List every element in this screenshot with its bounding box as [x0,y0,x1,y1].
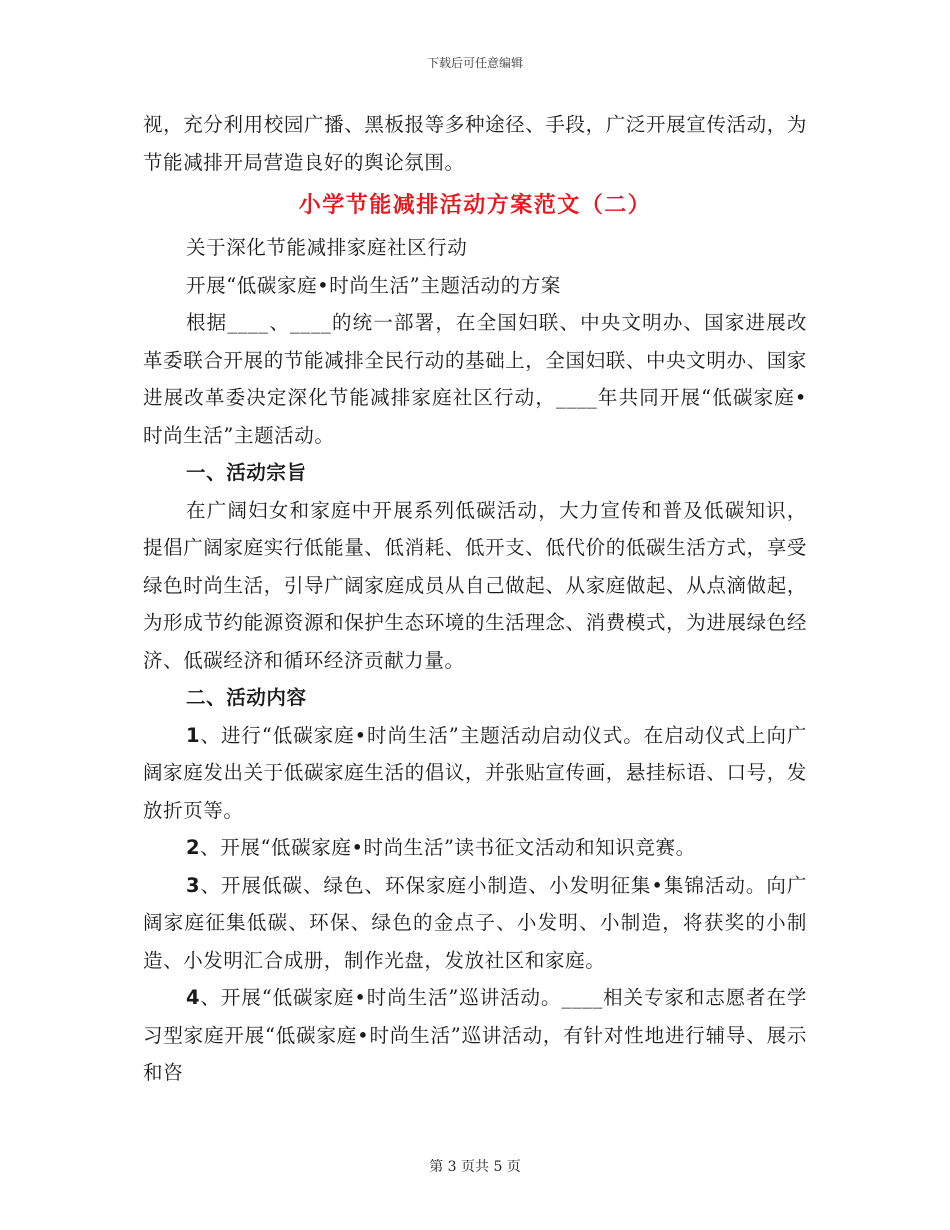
purpose-paragraph: 在广阔妇女和家庭中开展系列低碳活动，大力宣传和普及低碳知识，提倡广阔家庭实行低能量、低消耗、低开支、低代价的低碳生活方式，享受绿色时尚生活，引导广阔家庭成员从自己做起、从家庭做起、从点滴做起，为形成节约能源资源和保护生态环境的生活理念、消费模式，为进展绿色经济、低碳经济和循环经济贡献力量。 [143,498,807,672]
paragraph-continuation: 视，充分利用校园广播、黑板报等多种途径、手段，广泛开展宣传活动，为节能减排开局营造良好的舆论氛围。 [143,113,807,174]
item-number: 2 [186,836,201,859]
content-item-3 [143,867,807,980]
item-number: 3 [186,873,201,897]
content-item-2 [143,829,807,867]
page-header-note: 下载后可任意编辑 [426,56,523,70]
subtitle-line-2: 开展“低碳家庭•时尚生活”主题活动的方案 [186,273,561,297]
subtitle-line-1: 关于深化节能减排家庭社区行动 [186,236,468,259]
item-number: 4 [186,986,201,1009]
intro-paragraph: 根据____、____的统一部署，在全国妇联、中央文明办、国家进展改革委联合开展的节能减排全民行动的基础上，全国妇联、中央文明办、国家进展改革委决定深化节能减排家庭社区行动，____年共同开展“低碳家庭•时尚生活”主题活动。 [143,311,807,447]
content-item-4 [143,979,807,1092]
section-heading-content: 二、活动内容 [186,686,307,709]
page-number-footer: 第 3 页共 5 页 [429,1159,521,1175]
item-text: 、开展“低碳家庭•时尚生活”巡讲活动。____相关专家和志愿者在学习型家庭开展“低碳家庭•时尚生活”巡讲活动，有针对性地进行辅导、展示和咨 [143,986,807,1084]
content-item-1 [143,717,807,830]
item-text: 、进行“低碳家庭•时尚生活”主题活动启动仪式。在启动仪式上向广阔家庭发出关于低碳家庭生活的倡议，并张贴宣传画，悬挂标语、口号，发放折页等。 [143,723,807,822]
document-title: 小学节能减排活动方案范文（二） [298,192,652,218]
item-text: 、开展“低碳家庭•时尚生活”读书征文活动和知识竞赛。 [200,836,696,859]
item-text: 、开展低碳、绿色、环保家庭小制造、小发明征集•集锦活动。向广阔家庭征集低碳、环保、绿色的金点子、小发明、小制造，将获奖的小制造、小发明汇合成册，制作光盘，发放社区和家庭。 [143,873,807,972]
item-number: 1 [186,723,201,747]
document-body [143,106,807,1092]
section-heading-purpose: 一、活动宗旨 [186,461,307,484]
